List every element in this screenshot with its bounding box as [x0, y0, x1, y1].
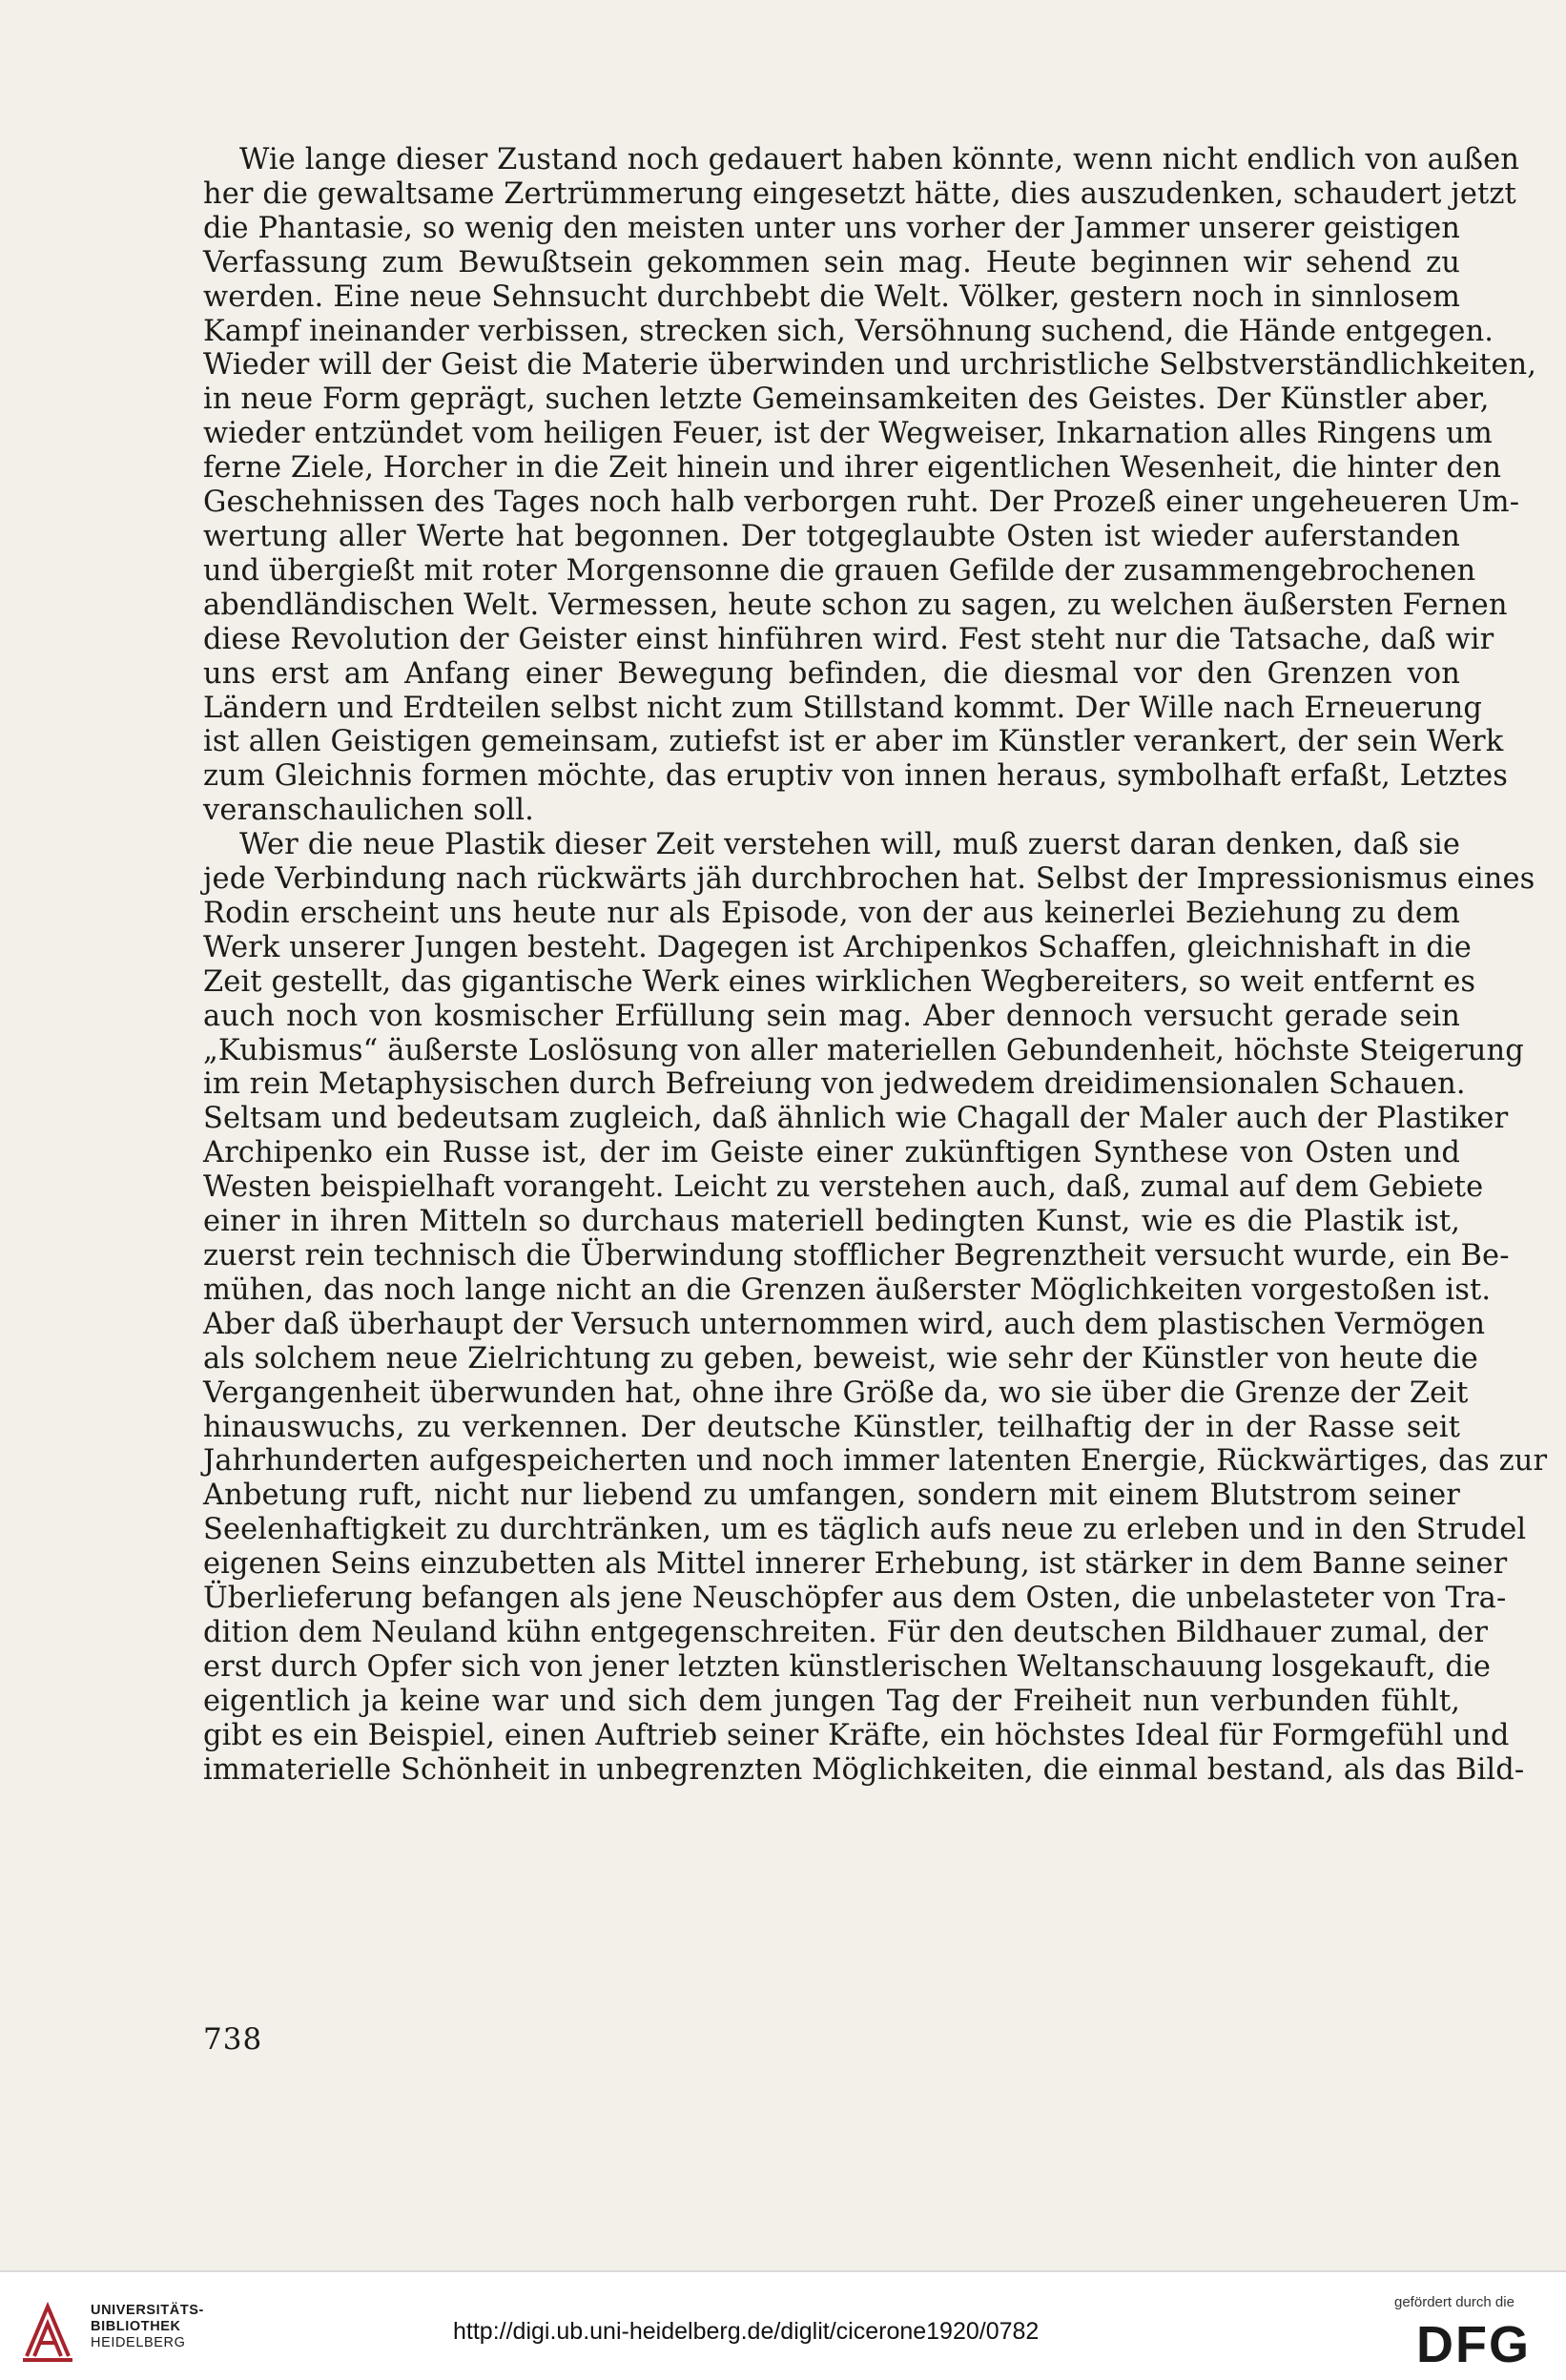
text-line: auch noch von kosmischer Erfüllung sein mag. Aber dennoch versucht gerade sein	[203, 999, 1460, 1033]
source-url-link[interactable]: http://digi.ub.uni-heidelberg.de/diglit/cicerone1920/0782	[453, 2318, 1040, 2345]
text-line: Westen beispielhaft vorangeht. Leicht zu verstehen auch, daß, zumal auf dem Gebiete	[203, 1170, 1484, 1205]
text-line: Überlieferung befangen als jene Neuschöpfer aus dem Osten, die unbelasteter von Tra-	[203, 1582, 1507, 1616]
text-line: in neue Form geprägt, suchen letzte Gemeinsamkeiten des Geistes. Der Künstler aber,	[203, 383, 1490, 417]
text-line: als solchem neue Zielrichtung zu geben, beweist, wie sehr der Künstler von heute die	[203, 1341, 1478, 1376]
body-text	[203, 143, 1548, 1788]
text-line: einer in ihren Mitteln so durchaus materiell bedingten Kunst, wie es die Plastik ist,	[203, 1205, 1460, 1239]
library-name	[91, 2303, 204, 2351]
text-line: Aber daß überhaupt der Versuch unternommen wird, auch dem plastischen Vermögen	[203, 1307, 1486, 1341]
library-name-line: UNIVERSITÄTS-	[91, 2303, 204, 2318]
text-line: Wieder will der Geist die Materie überwinden und urchristliche Selbstverständlichkeiten,	[203, 348, 1537, 383]
text-line: eigenen Seins einzubetten als Mittel innerer Erhebung, ist stärker in dem Banne seiner	[203, 1547, 1508, 1582]
text-line: mühen, das noch lange nicht an die Grenzen äußerster Möglichkeiten vorgestoßen ist.	[203, 1273, 1492, 1307]
text-line: Jahrhunderten aufgespeicherten und noch immer latenten Energie, Rückwärtiges, das zur	[203, 1444, 1548, 1479]
funder-label: gefördert durch die	[1394, 2294, 1514, 2310]
text-line: Anbetung ruft, nicht nur liebend zu umfangen, sondern mit einem Blutstrom seiner	[203, 1479, 1460, 1513]
text-line: uns erst am Anfang einer Bewegung befinden, die diesmal vor den Grenzen von	[203, 656, 1460, 691]
text-line: zum Gleichnis formen möchte, das eruptiv von innen heraus, symbolhaft erfaßt, Letztes	[203, 759, 1508, 794]
text-line: im rein Metaphysischen durch Befreiung von jedwedem dreidimensionalen Schauen.	[203, 1067, 1466, 1102]
text-line: Rodin erscheint uns heute nur als Episode, von der aus keinerlei Beziehung zu dem	[203, 896, 1460, 930]
text-line: Ländern und Erdteilen selbst nicht zum Stillstand kommt. Der Wille nach Erneuerung	[203, 691, 1483, 725]
text-line: die Phantasie, so wenig den meisten unter uns vorher der Jammer unserer geistigen	[203, 211, 1460, 245]
text-line: Werk unserer Jungen besteht. Dagegen ist Archipenkos Schaffen, gleichnishaft in die	[203, 930, 1472, 964]
library-logo-icon	[19, 2301, 76, 2364]
text-line: gibt es ein Beispiel, einen Auftrieb seiner Kräfte, ein höchstes Ideal für Formgefühl und	[203, 1718, 1510, 1752]
text-line: „Kubismus“ äußerste Loslösung von aller materiellen Gebundenheit, höchste Steigerung	[203, 1033, 1524, 1067]
text-line: her die gewaltsame Zertrümmerung eingesetzt hätte, dies auszudenken, schaudert jetzt	[203, 176, 1516, 211]
text-line: veranschaulichen soll.	[203, 794, 534, 828]
page-number: 738	[203, 2022, 263, 2057]
text-line: werden. Eine neue Sehnsucht durchbebt die Welt. Völker, gestern noch in sinnlosem	[203, 279, 1460, 314]
text-line: Archipenko ein Russe ist, der im Geiste einer zukünftigen Synthese von Osten und	[203, 1136, 1460, 1170]
text-line: abendländischen Welt. Vermessen, heute schon zu sagen, zu welchen äußersten Fernen	[203, 588, 1508, 622]
dfg-logo-icon	[1402, 2318, 1545, 2368]
text-line: diese Revolution der Geister einst hinführen wird. Fest steht nur die Tatsache, daß wir	[203, 622, 1494, 656]
text-line: dition dem Neuland kühn entgegenschreiten. Für den deutschen Bildhauer zumal, der	[203, 1615, 1489, 1649]
text-line: Wer die neue Plastik dieser Zeit verstehen will, muß zuerst daran denken, daß sie	[239, 828, 1460, 862]
text-line: ferne Ziele, Horcher in die Zeit hinein und ihrer eigentlichen Wesenheit, die hinter den	[203, 451, 1502, 486]
text-line: eigentlich ja keine war und sich dem jungen Tag der Freiheit nun verbunden fühlt,	[203, 1684, 1460, 1718]
text-line: wertung aller Werte hat begonnen. Der totgeglaubte Osten ist wieder auferstanden	[203, 519, 1460, 553]
text-line: erst durch Opfer sich von jener letzten künstlerischen Weltanschauung losgekauft, die	[203, 1649, 1492, 1684]
text-line: jede Verbindung nach rückwärts jäh durchbrochen hat. Selbst der Impressionismus eines	[203, 862, 1535, 897]
text-line: Seelenhaftigkeit zu durchtränken, um es täglich aufs neue zu erleben und in den Strudel	[203, 1513, 1527, 1547]
text-line: Zeit gestellt, das gigantische Werk eines wirklichen Wegbereiters, so weit entfernt es	[203, 964, 1476, 999]
text-line: wieder entzündet vom heiligen Feuer, ist der Wegweiser, Inkarnation alles Ringens um	[203, 417, 1493, 451]
library-name-line: BIBLIOTHEK	[91, 2319, 181, 2334]
text-line: und übergießt mit roter Morgensonne die grauen Gefilde der zusammengebrochenen	[203, 553, 1476, 588]
text-line: Kampf ineinander verbissen, strecken sich, Versöhnung suchend, die Hände entgegen.	[203, 314, 1494, 348]
footer-bar	[0, 2270, 1566, 2380]
library-name-line: HEIDELBERG	[91, 2335, 186, 2350]
text-line: ist allen Geistigen gemeinsam, zutiefst ist er aber im Künstler verankert, der sein Werk	[203, 725, 1504, 759]
text-line: Geschehnissen des Tages noch halb verborgen ruht. Der Prozeß einer ungeheueren Um-	[203, 486, 1520, 520]
text-line: zuerst rein technisch die Überwindung stofflicher Begrenztheit versucht wurde, ein Be-	[203, 1239, 1510, 1273]
text-line: Wie lange dieser Zustand noch gedauert haben könnte, wenn nicht endlich von außen	[239, 143, 1520, 176]
text-line: Verfassung zum Bewußtsein gekommen sein mag. Heute beginnen wir sehend zu	[203, 245, 1460, 279]
text-line: Seltsam und bedeutsam zugleich, daß ähnlich wie Chagall der Maler auch der Plastiker	[203, 1102, 1509, 1136]
svg-text:DFG: DFG	[1416, 2318, 1531, 2368]
text-line: hinauswuchs, zu verkennen. Der deutsche Künstler, teilhaftig der in der Rasse seit	[203, 1410, 1460, 1444]
text-line: immaterielle Schönheit in unbegrenzten Möglichkeiten, die einmal bestand, als das Bild-	[203, 1752, 1525, 1787]
text-line: Vergangenheit überwunden hat, ohne ihre Größe da, wo sie über die Grenze der Zeit	[203, 1376, 1469, 1410]
